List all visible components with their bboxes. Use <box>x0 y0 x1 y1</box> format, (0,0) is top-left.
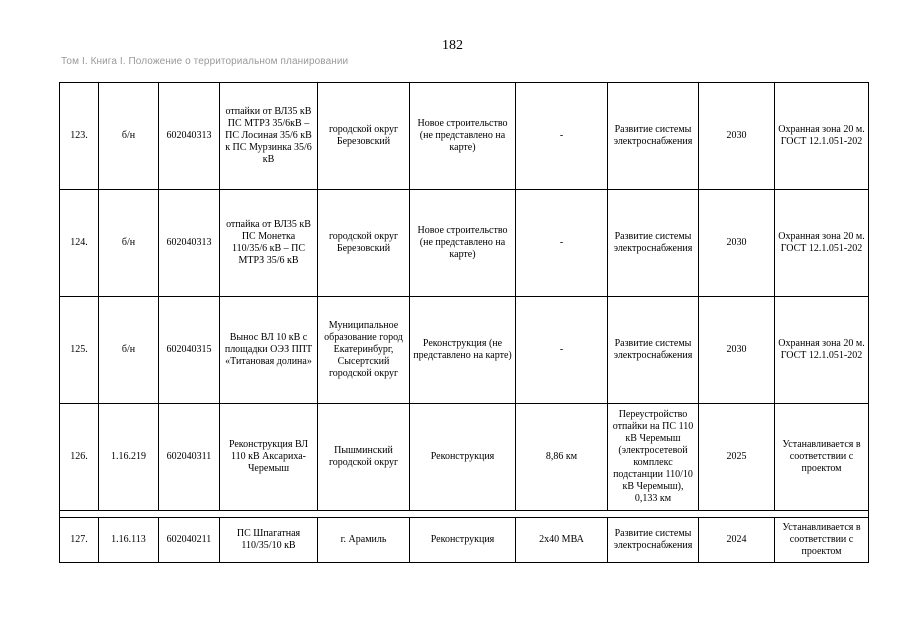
cell-purpose: Развитие системы электроснабжения <box>608 297 699 404</box>
table-row <box>60 404 869 511</box>
cell-num: 127. <box>60 518 99 563</box>
cell-capacity: - <box>516 190 608 297</box>
running-header: Том I. Книга I. Положение о территориальном планировании <box>61 56 349 67</box>
cell-id: 602040211 <box>159 518 220 563</box>
table-row <box>60 518 869 563</box>
cell-code: 1.16.113 <box>99 518 159 563</box>
cell-year: 2030 <box>699 297 775 404</box>
cell-id: 602040311 <box>159 404 220 511</box>
page-number: 182 <box>442 38 463 53</box>
cell-name: Вынос ВЛ 10 кВ с площадки ОЭЗ ППТ «Титановая долина» <box>220 297 318 404</box>
cell-name: Реконструкция ВЛ 110 кВ Аксариха-Черемыш <box>220 404 318 511</box>
cell-status: Новое строительство (не представлено на карте) <box>410 83 516 190</box>
planning-table <box>59 82 869 563</box>
cell-code: 1.16.219 <box>99 404 159 511</box>
cell-zone: Устанавливается в соответствии с проектом <box>775 404 869 511</box>
cell-purpose: Переустройство отпайки на ПС 110 кВ Черемыш (электросетевой комплекс подстанции 110/10 кВ Черемыш), 0,133 км <box>608 404 699 511</box>
cell-capacity: 2х40 МВА <box>516 518 608 563</box>
cell-location: городской округ Березовский <box>318 83 410 190</box>
cell-id: 602040315 <box>159 297 220 404</box>
table-row <box>60 297 869 404</box>
cell-name: отпайки от ВЛ35 кВ ПС МТРЗ 35/6кВ – ПС Лосиная 35/6 кВ к ПС Мурзинка 35/6 кВ <box>220 83 318 190</box>
cell-location: г. Арамиль <box>318 518 410 563</box>
cell-purpose: Развитие системы электроснабжения <box>608 83 699 190</box>
cell-status: Реконструкция <box>410 518 516 563</box>
cell-capacity: 8,86 км <box>516 404 608 511</box>
table-row <box>60 83 869 190</box>
cell-location: Муниципальное образование город Екатеринбург, Сысертский городской округ <box>318 297 410 404</box>
cell-location: Пышминский городской округ <box>318 404 410 511</box>
cell-num: 123. <box>60 83 99 190</box>
cell-zone: Охранная зона 20 м. ГОСТ 12.1.051-202 <box>775 297 869 404</box>
cell-zone: Охранная зона 20 м. ГОСТ 12.1.051-202 <box>775 190 869 297</box>
cell-purpose: Развитие системы электроснабжения <box>608 190 699 297</box>
table-row <box>60 190 869 297</box>
cell-capacity: - <box>516 83 608 190</box>
cell-name: ПС Шпагатная 110/35/10 кВ <box>220 518 318 563</box>
cell-year: 2025 <box>699 404 775 511</box>
cell-zone: Охранная зона 20 м. ГОСТ 12.1.051-202 <box>775 83 869 190</box>
cell-id: 602040313 <box>159 83 220 190</box>
cell-num: 125. <box>60 297 99 404</box>
cell-year: 2030 <box>699 83 775 190</box>
cell-capacity: - <box>516 297 608 404</box>
cell-year: 2030 <box>699 190 775 297</box>
cell-location: городской округ Березовский <box>318 190 410 297</box>
cell-code: б/н <box>99 190 159 297</box>
cell-purpose: Развитие системы электроснабжения <box>608 518 699 563</box>
cell-status: Новое строительство (не представлено на карте) <box>410 190 516 297</box>
cell-code: б/н <box>99 297 159 404</box>
cell-code: б/н <box>99 83 159 190</box>
cell-status: Реконструкция <box>410 404 516 511</box>
cell-name: отпайка от ВЛ35 кВ ПС Монетка 110/35/6 кВ – ПС МТРЗ 35/6 кВ <box>220 190 318 297</box>
cell-num: 124. <box>60 190 99 297</box>
cell-num: 126. <box>60 404 99 511</box>
cell-zone: Устанавливается в соответствии с проектом <box>775 518 869 563</box>
divider-cell <box>60 511 869 518</box>
cell-year: 2024 <box>699 518 775 563</box>
cell-id: 602040313 <box>159 190 220 297</box>
table-divider-row <box>60 511 869 518</box>
cell-status: Реконструкция (не представлено на карте) <box>410 297 516 404</box>
